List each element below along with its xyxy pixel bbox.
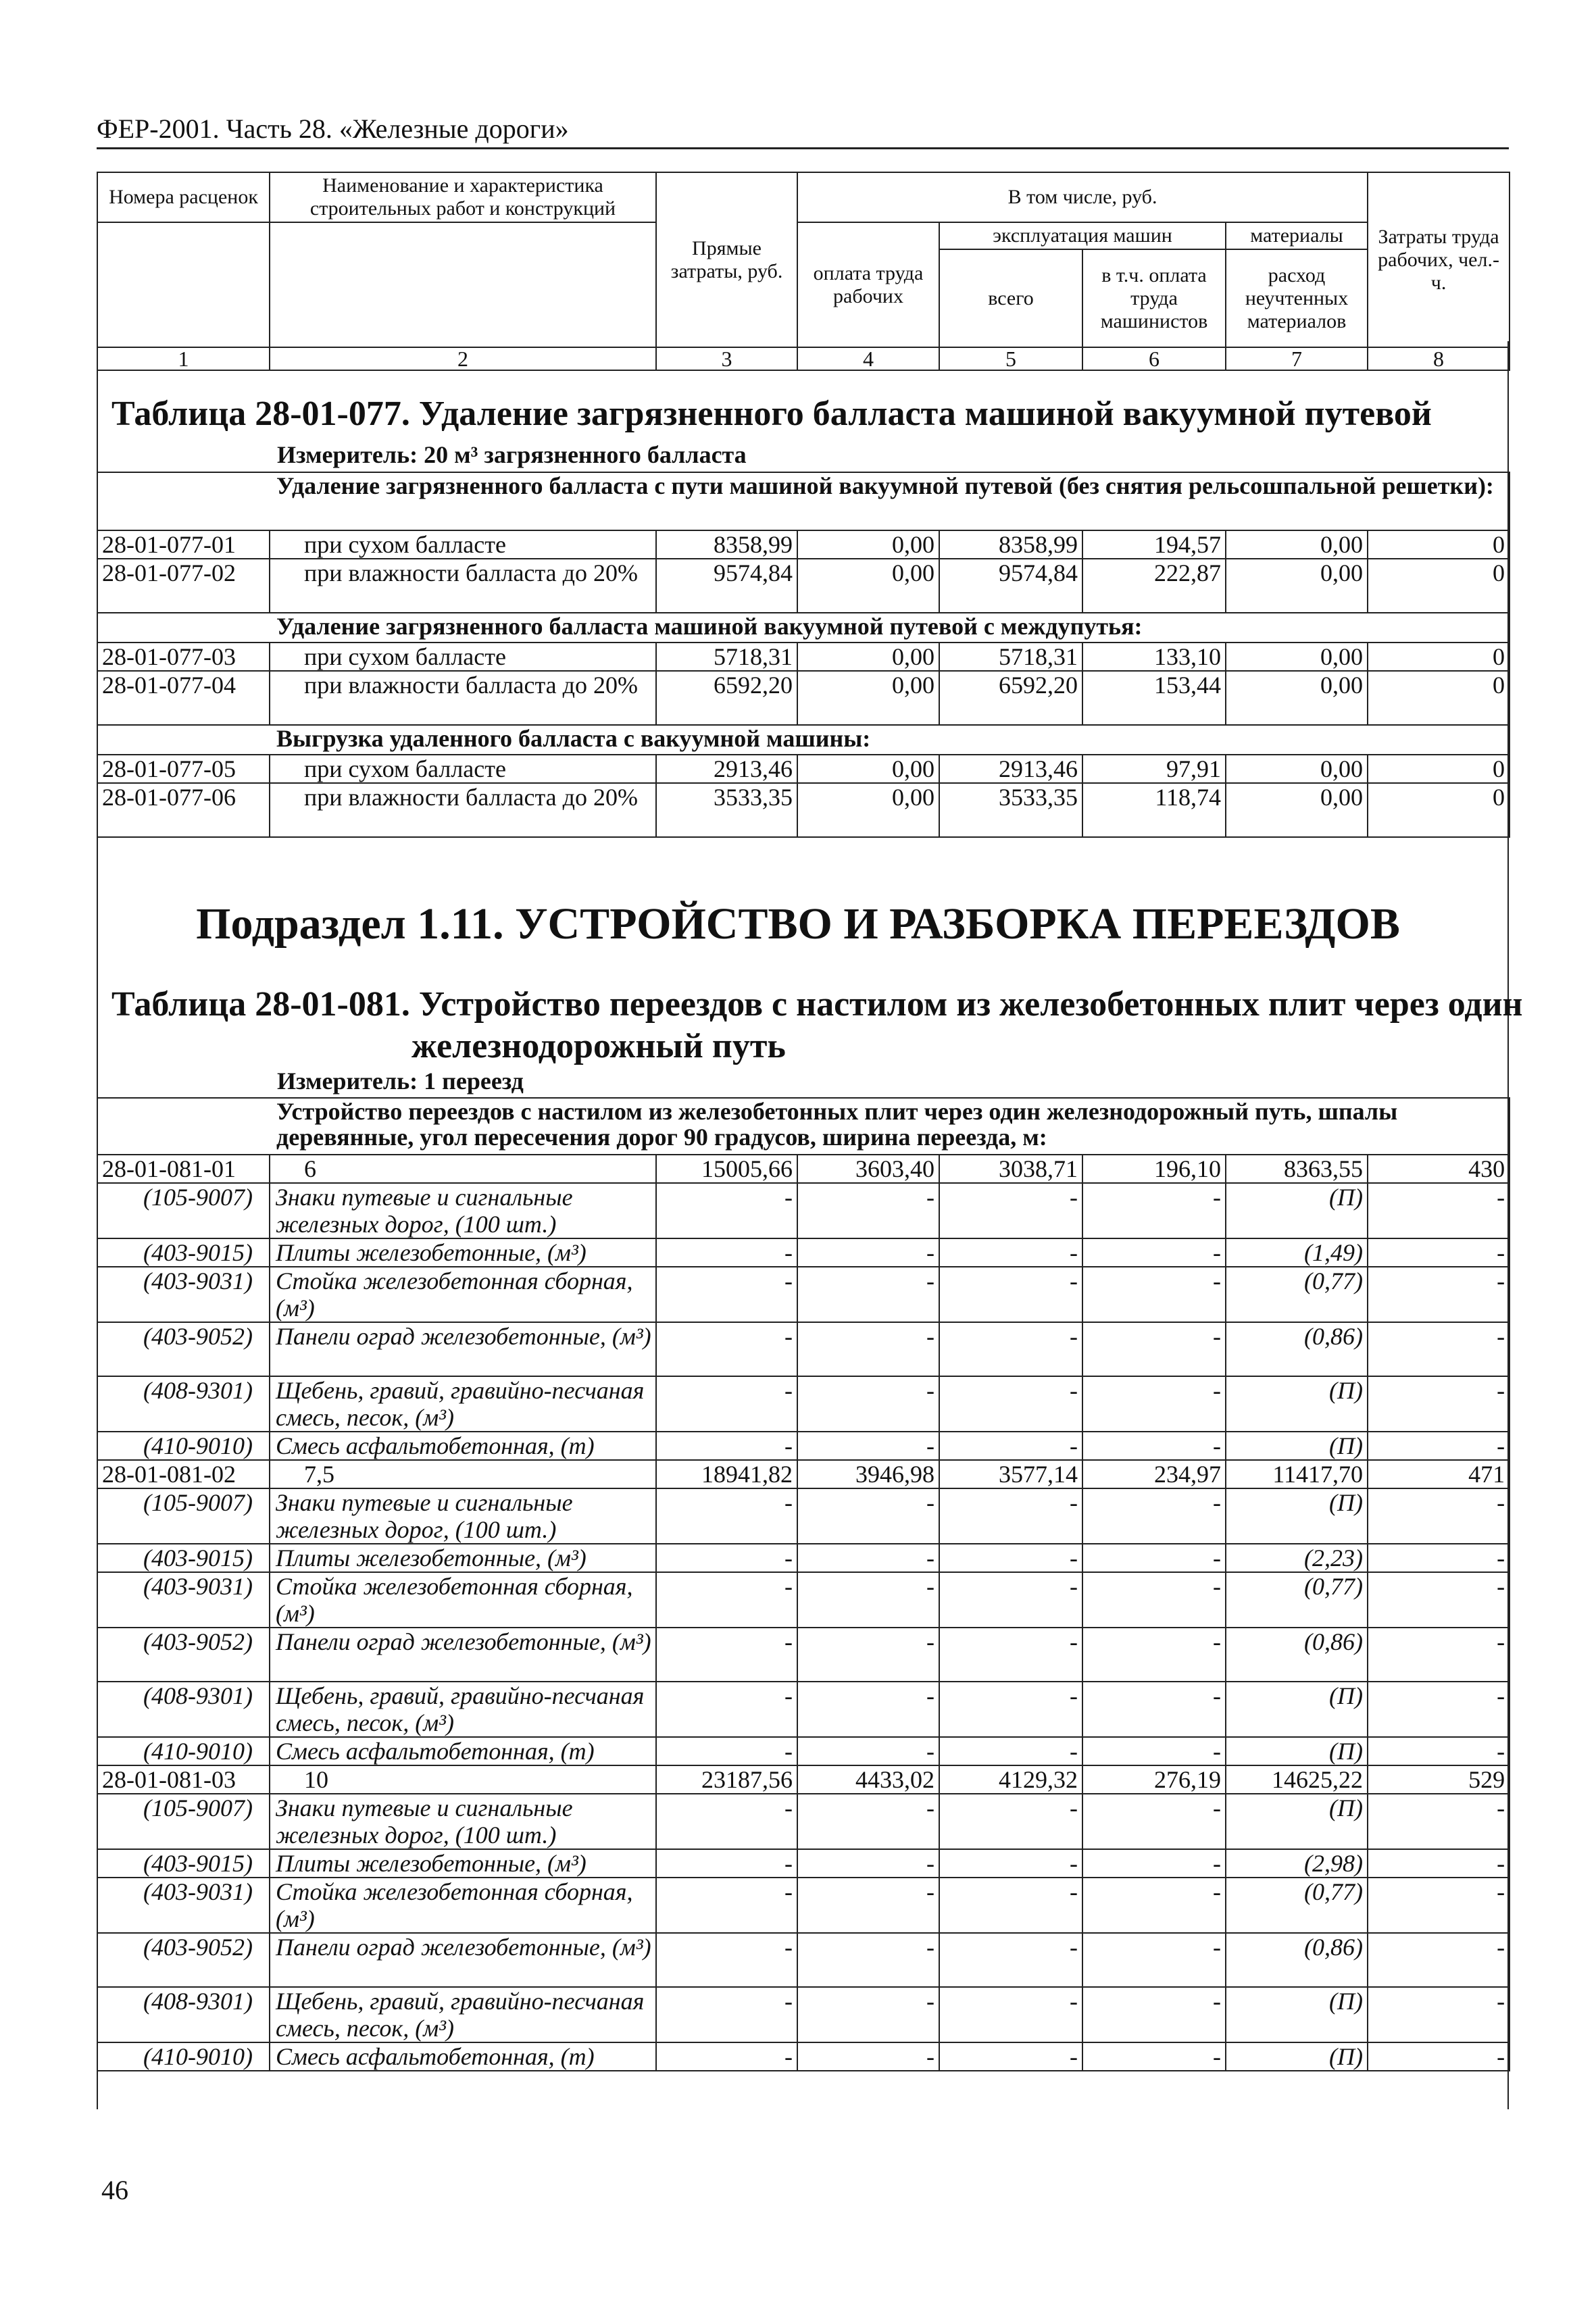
operator-pay: 234,97 — [1082, 1460, 1226, 1488]
measure-unit: Измеритель: 20 м³ загрязненного балласта — [277, 441, 747, 468]
empty-dash: - — [656, 1933, 797, 1987]
material-row — [97, 1544, 1510, 1572]
material-code: (403-9031) — [97, 1572, 270, 1628]
empty-dash: - — [939, 1544, 1082, 1572]
material-code: (403-9015) — [97, 1849, 270, 1878]
empty-dash: - — [939, 1183, 1082, 1238]
material-quantity: (П) — [1226, 1183, 1368, 1238]
machine-total: 3577,14 — [939, 1460, 1082, 1488]
labor-hours: 430 — [1368, 1155, 1510, 1183]
material-row — [97, 1987, 1510, 2042]
material-code: (403-9052) — [97, 1933, 270, 1987]
labor-hours: 0 — [1368, 783, 1510, 837]
machine-total: 8358,99 — [939, 530, 1082, 559]
empty-dash: - — [1368, 1682, 1510, 1737]
material-row — [97, 1238, 1510, 1267]
operator-pay: 97,91 — [1082, 755, 1226, 783]
empty-dash: - — [1082, 1376, 1226, 1432]
material-code: (403-9052) — [97, 1322, 270, 1376]
empty-dash: - — [939, 1376, 1082, 1432]
direct-cost: 2913,46 — [656, 755, 797, 783]
material-row — [97, 1794, 1510, 1849]
material-name: Панели оград железобетонные, (м³) — [270, 1322, 656, 1376]
labor-pay: 0,00 — [797, 643, 939, 671]
material-quantity: (2,23) — [1226, 1544, 1368, 1572]
material-row — [97, 1572, 1510, 1628]
labor-hours: 0 — [1368, 755, 1510, 783]
materials-cost: 0,00 — [1226, 643, 1368, 671]
empty-dash: - — [1082, 1432, 1226, 1460]
empty-dash: - — [1368, 1544, 1510, 1572]
empty-dash: - — [1082, 1933, 1226, 1987]
rate-code: 28-01-077-04 — [97, 671, 270, 725]
operator-pay: 133,10 — [1082, 643, 1226, 671]
material-row — [97, 1376, 1510, 1432]
material-row — [97, 1849, 1510, 1878]
in-total-header: В том числе, руб. — [797, 172, 1368, 222]
empty-dash: - — [939, 1432, 1082, 1460]
rate-code: 28-01-077-03 — [97, 643, 270, 671]
material-name: Стойка железобетонная сборная, (м³) — [270, 1267, 656, 1322]
operator-pay: 276,19 — [1082, 1765, 1226, 1794]
table-title-line: железнодорожный путь — [412, 1027, 786, 1065]
empty-dash: - — [1082, 1238, 1226, 1267]
col-number: 1 — [97, 347, 270, 370]
empty-dash: - — [939, 1238, 1082, 1267]
materials-cost: 0,00 — [1226, 671, 1368, 725]
empty-dash: - — [797, 1933, 939, 1987]
empty-dash: - — [797, 2042, 939, 2071]
rate-description: 10 — [270, 1765, 656, 1794]
empty-dash: - — [1368, 1432, 1510, 1460]
empty-dash: - — [656, 1987, 797, 2042]
empty-dash: - — [1368, 1376, 1510, 1432]
material-quantity: (0,77) — [1226, 1878, 1368, 1933]
material-name: Знаки путевые и сигнальные железных дорог, (100 шт.) — [270, 1183, 656, 1238]
group-label: Выгрузка удаленного балласта с вакуумной машины: — [97, 725, 1510, 755]
empty-dash: - — [1368, 2042, 1510, 2071]
empty-dash: - — [939, 1267, 1082, 1322]
machine-total: 3533,35 — [939, 783, 1082, 837]
empty-dash: - — [939, 1572, 1082, 1628]
machine-total: 9574,84 — [939, 559, 1082, 613]
empty-dash: - — [1368, 1794, 1510, 1849]
labor-hours: 0 — [1368, 671, 1510, 725]
material-quantity: (П) — [1226, 1432, 1368, 1460]
empty-dash: - — [939, 1849, 1082, 1878]
material-name: Щебень, гравий, гравийно-песчаная смесь, песок, (м³) — [270, 1987, 656, 2042]
empty-dash: - — [1082, 1572, 1226, 1628]
material-name: Смесь асфальтобетонная, (т) — [270, 1737, 656, 1765]
table-row — [97, 1155, 1510, 1183]
empty-dash: - — [797, 1682, 939, 1737]
empty-dash: - — [797, 1794, 939, 1849]
rates-table-body — [97, 1098, 1510, 2071]
empty-dash: - — [1082, 1267, 1226, 1322]
rate-description: при влажности балласта до 20% — [270, 783, 656, 837]
material-name: Щебень, гравий, гравийно-песчаная смесь, песок, (м³) — [270, 1376, 656, 1432]
empty-dash: - — [797, 1322, 939, 1376]
empty-dash: - — [939, 1794, 1082, 1849]
empty-dash: - — [1368, 1267, 1510, 1322]
rate-description: при сухом балласте — [270, 643, 656, 671]
empty-dash: - — [1368, 1987, 1510, 2042]
empty-dash: - — [1082, 1849, 1226, 1878]
operator-pay: 222,87 — [1082, 559, 1226, 613]
operator-pay: 196,10 — [1082, 1155, 1226, 1183]
materials-cost: 14625,22 — [1226, 1765, 1368, 1794]
rate-description: при сухом балласте — [270, 755, 656, 783]
empty-dash: - — [797, 1737, 939, 1765]
material-quantity: (0,86) — [1226, 1628, 1368, 1682]
material-name: Смесь асфальтобетонная, (т) — [270, 2042, 656, 2071]
empty-dash: - — [1082, 1737, 1226, 1765]
empty-dash: - — [939, 1488, 1082, 1544]
empty-dash: - — [656, 1849, 797, 1878]
empty-dash: - — [939, 1737, 1082, 1765]
empty-dash: - — [656, 1183, 797, 1238]
material-row — [97, 1737, 1510, 1765]
material-quantity: (П) — [1226, 1794, 1368, 1849]
empty-dash: - — [797, 1572, 939, 1628]
material-name: Стойка железобетонная сборная, (м³) — [270, 1572, 656, 1628]
material-row — [97, 1183, 1510, 1238]
rate-description: при сухом балласте — [270, 530, 656, 559]
col2-header-placeholder — [270, 222, 656, 347]
empty-dash: - — [656, 1572, 797, 1628]
empty-dash: - — [939, 1878, 1082, 1933]
materials-cost: 0,00 — [1226, 783, 1368, 837]
material-code: (410-9010) — [97, 1737, 270, 1765]
group-label: Удаление загрязненного балласта машиной вакуумной путевой с междупутья: — [97, 613, 1510, 643]
empty-dash: - — [656, 1238, 797, 1267]
table-row — [97, 1460, 1510, 1488]
rate-description: при влажности балласта до 20% — [270, 559, 656, 613]
empty-dash: - — [656, 1628, 797, 1682]
material-name: Смесь асфальтобетонная, (т) — [270, 1432, 656, 1460]
rate-code: 28-01-077-06 — [97, 783, 270, 837]
direct-cost: 18941,82 — [656, 1460, 797, 1488]
empty-dash: - — [1082, 1544, 1226, 1572]
material-code: (105-9007) — [97, 1183, 270, 1238]
col7-header: расход неучтенных материалов — [1226, 249, 1368, 347]
labor-hours: 0 — [1368, 559, 1510, 613]
rate-code: 28-01-081-01 — [97, 1155, 270, 1183]
material-quantity: (П) — [1226, 1737, 1368, 1765]
materials-cost: 11417,70 — [1226, 1460, 1368, 1488]
machines-header: эксплуатация машин — [939, 222, 1226, 249]
empty-dash: - — [939, 1628, 1082, 1682]
material-name: Панели оград железобетонные, (м³) — [270, 1933, 656, 1987]
machine-total: 3038,71 — [939, 1155, 1082, 1183]
empty-dash: - — [656, 1267, 797, 1322]
page-number: 46 — [101, 2175, 128, 2205]
empty-dash: - — [797, 1432, 939, 1460]
operator-pay: 194,57 — [1082, 530, 1226, 559]
col8-header: Затраты труда рабочих, чел.-ч. — [1368, 172, 1510, 347]
empty-dash: - — [656, 1432, 797, 1460]
rate-code: 28-01-077-01 — [97, 530, 270, 559]
material-code: (105-9007) — [97, 1794, 270, 1849]
materials-cost: 0,00 — [1226, 755, 1368, 783]
empty-dash: - — [656, 1794, 797, 1849]
section-title: Подраздел 1.11. УСТРОЙСТВО И РАЗБОРКА ПЕРЕЕЗДОВ — [196, 899, 1400, 949]
material-row — [97, 1878, 1510, 1933]
empty-dash: - — [797, 1238, 939, 1267]
material-code: (403-9015) — [97, 1544, 270, 1572]
empty-dash: - — [939, 1987, 1082, 2042]
empty-dash: - — [797, 1488, 939, 1544]
labor-pay: 0,00 — [797, 530, 939, 559]
rates-table-28-01-081 — [97, 1097, 1510, 2071]
empty-dash: - — [1082, 1987, 1226, 2042]
empty-dash: - — [797, 1878, 939, 1933]
empty-dash: - — [939, 1682, 1082, 1737]
empty-dash: - — [939, 2042, 1082, 2071]
empty-dash: - — [656, 1737, 797, 1765]
machine-total: 5718,31 — [939, 643, 1082, 671]
empty-dash: - — [797, 1849, 939, 1878]
col1-header-placeholder — [97, 222, 270, 347]
empty-dash: - — [1082, 1628, 1226, 1682]
empty-dash: - — [1368, 1238, 1510, 1267]
direct-cost: 5718,31 — [656, 643, 797, 671]
material-name: Стойка железобетонная сборная, (м³) — [270, 1878, 656, 1933]
material-code: (105-9007) — [97, 1488, 270, 1544]
materials-header: материалы — [1226, 222, 1368, 249]
empty-dash: - — [1368, 1878, 1510, 1933]
material-quantity: (П) — [1226, 2042, 1368, 2071]
empty-dash: - — [939, 1933, 1082, 1987]
direct-cost: 8358,99 — [656, 530, 797, 559]
empty-dash: - — [1368, 1933, 1510, 1987]
material-quantity: (0,77) — [1226, 1267, 1368, 1322]
labor-pay: 0,00 — [797, 671, 939, 725]
labor-hours: 0 — [1368, 530, 1510, 559]
material-code: (410-9010) — [97, 2042, 270, 2071]
labor-pay: 0,00 — [797, 755, 939, 783]
rate-code: 28-01-081-02 — [97, 1460, 270, 1488]
material-quantity: (0,77) — [1226, 1572, 1368, 1628]
machine-total: 2913,46 — [939, 755, 1082, 783]
material-code: (403-9031) — [97, 1878, 270, 1933]
operator-pay: 153,44 — [1082, 671, 1226, 725]
material-name: Знаки путевые и сигнальные железных дорог, (100 шт.) — [270, 1488, 656, 1544]
col-number: 2 — [270, 347, 656, 370]
materials-cost: 8363,55 — [1226, 1155, 1368, 1183]
col-number: 3 — [656, 347, 797, 370]
group-label: Удаление загрязненного балласта с пути машиной вакуумной путевой (без снятия рельсошпальной решетки): — [97, 472, 1510, 530]
empty-dash: - — [1368, 1322, 1510, 1376]
empty-dash: - — [1368, 1572, 1510, 1628]
table-title: Таблица 28-01-077. Удаление загрязненного балласта машиной вакуумной путевой — [111, 395, 1432, 433]
machine-total: 6592,20 — [939, 671, 1082, 725]
empty-dash: - — [797, 1267, 939, 1322]
rates-table-28-01-077 — [97, 472, 1510, 838]
labor-pay: 3946,98 — [797, 1460, 939, 1488]
empty-dash: - — [797, 1376, 939, 1432]
machine-total: 4129,32 — [939, 1765, 1082, 1794]
labor-pay: 4433,02 — [797, 1765, 939, 1794]
empty-dash: - — [1082, 1682, 1226, 1737]
material-code: (408-9301) — [97, 1376, 270, 1432]
col1-header-top: Номера расценок — [97, 172, 270, 222]
materials-cost: 0,00 — [1226, 530, 1368, 559]
empty-dash: - — [939, 1322, 1082, 1376]
col-number: 8 — [1368, 347, 1510, 370]
table-title-line: Таблица 28-01-081. Устройство переездов с настилом из железобетонных плит через один — [111, 985, 1523, 1024]
material-code: (403-9015) — [97, 1238, 270, 1267]
col-number: 5 — [939, 347, 1082, 370]
rate-code: 28-01-077-05 — [97, 755, 270, 783]
material-quantity: (1,49) — [1226, 1238, 1368, 1267]
material-code: (410-9010) — [97, 1432, 270, 1460]
rate-description: 6 — [270, 1155, 656, 1183]
material-name: Плиты железобетонные, (м³) — [270, 1849, 656, 1878]
direct-cost: 9574,84 — [656, 559, 797, 613]
material-row — [97, 1488, 1510, 1544]
direct-cost: 15005,66 — [656, 1155, 797, 1183]
empty-dash: - — [1082, 2042, 1226, 2071]
table-row — [97, 1765, 1510, 1794]
empty-dash: - — [1082, 1878, 1226, 1933]
group-label: Устройство переездов с настилом из железобетонных плит через один железнодорожный путь, шпалы деревянные, угол пересечения дорог 90 градусов, ширина переезда, м: — [97, 1098, 1510, 1155]
direct-cost: 6592,20 — [656, 671, 797, 725]
direct-cost: 23187,56 — [656, 1765, 797, 1794]
empty-dash: - — [656, 1322, 797, 1376]
empty-dash: - — [656, 1682, 797, 1737]
material-name: Панели оград железобетонные, (м³) — [270, 1628, 656, 1682]
empty-dash: - — [656, 1878, 797, 1933]
empty-dash: - — [1368, 1488, 1510, 1544]
empty-dash: - — [797, 1987, 939, 2042]
empty-dash: - — [1082, 1322, 1226, 1376]
empty-dash: - — [1082, 1183, 1226, 1238]
material-row — [97, 1267, 1510, 1322]
material-code: (403-9031) — [97, 1267, 270, 1322]
empty-dash: - — [1368, 1737, 1510, 1765]
labor-pay: 3603,40 — [797, 1155, 939, 1183]
material-row — [97, 1432, 1510, 1460]
material-row — [97, 1933, 1510, 1987]
material-quantity: (2,98) — [1226, 1849, 1368, 1878]
empty-dash: - — [1082, 1488, 1226, 1544]
empty-dash: - — [656, 1544, 797, 1572]
labor-hours: 529 — [1368, 1765, 1510, 1794]
material-quantity: (0,86) — [1226, 1322, 1368, 1376]
empty-dash: - — [1082, 1794, 1226, 1849]
table-title — [111, 984, 1523, 1067]
material-row — [97, 1682, 1510, 1737]
material-quantity: (П) — [1226, 1488, 1368, 1544]
labor-pay: 0,00 — [797, 783, 939, 837]
labor-hours: 0 — [1368, 643, 1510, 671]
material-row — [97, 1628, 1510, 1682]
col5-header: всего — [939, 249, 1082, 347]
measure-unit: Измеритель: 1 переезд — [277, 1067, 524, 1095]
empty-dash: - — [656, 2042, 797, 2071]
empty-dash: - — [797, 1183, 939, 1238]
col2-header-top: Наименование и характеристика строительных работ и конструкций — [270, 172, 656, 222]
material-code: (408-9301) — [97, 1682, 270, 1737]
rate-description: 7,5 — [270, 1460, 656, 1488]
col-number: 6 — [1082, 347, 1226, 370]
operator-pay: 118,74 — [1082, 783, 1226, 837]
material-name: Плиты железобетонные, (м³) — [270, 1544, 656, 1572]
empty-dash: - — [797, 1544, 939, 1572]
empty-dash: - — [1368, 1849, 1510, 1878]
col-number: 4 — [797, 347, 939, 370]
labor-pay: 0,00 — [797, 559, 939, 613]
rate-code: 28-01-077-02 — [97, 559, 270, 613]
empty-dash: - — [1368, 1628, 1510, 1682]
material-row — [97, 2042, 1510, 2071]
material-name: Знаки путевые и сигнальные железных дорог, (100 шт.) — [270, 1794, 656, 1849]
empty-dash: - — [656, 1376, 797, 1432]
material-quantity: (П) — [1226, 1682, 1368, 1737]
materials-cost: 0,00 — [1226, 559, 1368, 613]
col4-header: оплата труда рабочих — [797, 222, 939, 347]
rate-code: 28-01-081-03 — [97, 1765, 270, 1794]
col-number: 7 — [1226, 347, 1368, 370]
material-name: Плиты железобетонные, (м³) — [270, 1238, 656, 1267]
empty-dash: - — [656, 1488, 797, 1544]
col3-header: Прямые затраты, руб. — [656, 172, 797, 347]
material-quantity: (П) — [1226, 1987, 1368, 2042]
material-quantity: (П) — [1226, 1376, 1368, 1432]
material-row — [97, 1322, 1510, 1376]
page-header: ФЕР-2001. Часть 28. «Железные дороги» — [97, 111, 1509, 149]
material-name: Щебень, гравий, гравийно-песчаная смесь, песок, (м³) — [270, 1682, 656, 1737]
material-code: (408-9301) — [97, 1987, 270, 2042]
rate-description: при влажности балласта до 20% — [270, 671, 656, 725]
direct-cost: 3533,35 — [656, 783, 797, 837]
empty-dash: - — [797, 1628, 939, 1682]
material-code: (403-9052) — [97, 1628, 270, 1682]
material-quantity: (0,86) — [1226, 1933, 1368, 1987]
col6-header: в т.ч. оплата труда машинистов — [1082, 249, 1226, 347]
empty-dash: - — [1368, 1183, 1510, 1238]
labor-hours: 471 — [1368, 1460, 1510, 1488]
